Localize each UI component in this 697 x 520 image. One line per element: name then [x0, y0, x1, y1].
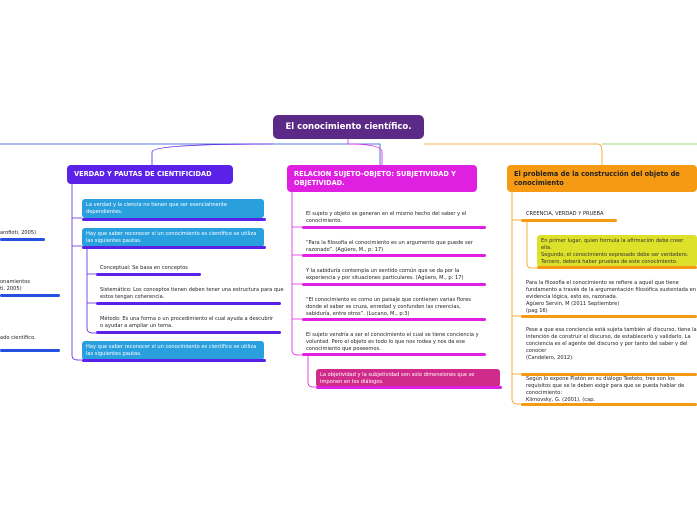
middle-item-1[interactable]: El sujeto y objeto se generan en el mismo hecho del saber y el conocimiento. — [306, 211, 467, 225]
pill-objetividad[interactable]: La objetividad y la subjetividad son solo dimensiones que se imponen en los diálogos. — [316, 369, 500, 387]
middle-item-2[interactable]: “Para la filosofía el conocimiento es un argumento que puede ser razonado”. (Agüero, M., p: 17) — [306, 240, 473, 254]
branch-verdad-pautas[interactable] — [67, 165, 233, 184]
middle-underline — [302, 254, 486, 257]
sub-underline — [96, 273, 201, 276]
pill-verdad-ciencia[interactable]: La verdad y la ciencia no tienen que ser esencialmente dependientes. — [82, 199, 264, 218]
root-topic[interactable] — [273, 115, 424, 139]
branch-problema-objeto[interactable] — [507, 165, 697, 192]
right-underline — [521, 403, 697, 406]
middle-underline — [302, 283, 486, 286]
pill-underline — [316, 386, 502, 389]
right-underline — [521, 315, 697, 318]
sub-metodo[interactable]: Método: Es una forma o un procedimiento el cual ayuda a descubrir o ayudar a ampliar un tema. — [100, 316, 274, 330]
pill-requisitos[interactable]: En primer lugar, quien formula la afirmación debe creer ella. Segundo, el conocimiento expresado debe ser verdadero. Tercero, deberá haber pruebas de este conocimiento. — [537, 235, 697, 267]
right-item-conciencia[interactable]: Pese a que esa conciencia está sujeta también al discurso, tiene la intención de construir el discurso, de establecerlo y validarlo. La conciencia es el agente del discurso y por tanto del saber y del conocer (Candelero, 2012). — [526, 327, 697, 362]
middle-item-4[interactable]: “El conocimiento es como un paisaje que contienen varias flores donde el saber se cruza, enredad y confunden las creencias, sabiduría, entre otros”. (Lucano, M., p:3) — [306, 297, 471, 318]
sub-underline — [96, 302, 281, 305]
branch-problema-objeto-label: El problema de la construcción del objeto de conocimiento — [514, 169, 680, 187]
far-left-text-4: ado científico. — [0, 335, 36, 341]
pill-underline — [82, 246, 266, 249]
pill-underline — [537, 266, 697, 269]
pill-underline — [82, 218, 266, 221]
root-topic-label: El conocimiento científico. — [285, 122, 412, 132]
right-item-filosofia[interactable]: Para la filosofía el conocimiento se refiere a aquél que tiene fundamento a través de la argumentación filosófica sustentada en evidencia lógica, esto es, razonada. Agüero Servin, M (2011 Septiembre) (pag 16) — [526, 280, 696, 315]
branch-sujeto-objeto[interactable] — [287, 165, 477, 192]
far-left-underline-3 — [0, 349, 60, 352]
far-left-underline-1 — [0, 238, 45, 241]
right-underline — [521, 219, 617, 222]
far-left-text-1: arofioti, 2005) — [0, 230, 37, 236]
far-left-text-3: ti, 2005) — [0, 286, 22, 292]
middle-item-3[interactable]: Y la sabiduría contempla un sentido común que se da por la experiencia y por situaciones particulares. (Agüero, M., p: 17) — [306, 268, 464, 282]
sub-conceptual[interactable]: Conceptual: Se basa en conceptos — [100, 265, 188, 271]
middle-item-5[interactable]: El sujeto vendría a ser el conocimiento el cual se tiene conciencia y voluntad. Pero el objeto es todo lo que nos rodea y nos da ese conocimiento que poseemos. — [306, 332, 479, 353]
right-item-platon[interactable]: Según lo expone Platón en su diálogo Teeteto, tres son los requisitos que se le deben exigir para que se pueda hablar de conocimiento: Klimovsky, G. (2001). (cap. — [526, 376, 685, 404]
middle-underline — [302, 226, 486, 229]
branch-sujeto-objeto-label: RELACION SUJETO-OBJETO: SUBJETIVIDAD Y OBJETIVIDAD. — [294, 169, 456, 187]
pill-pautas-1[interactable]: Hay que saber reconocer si un conocimiento es científico se utiliza las siguientes pautas. — [82, 228, 264, 247]
sub-underline — [96, 331, 281, 334]
middle-underline — [302, 318, 486, 321]
middle-underline — [302, 353, 486, 356]
pill-underline — [82, 359, 266, 362]
far-left-underline-2 — [0, 294, 60, 297]
pill-pautas-2[interactable]: Hay que saber reconocer si un conocimiento es científico se utiliza las siguientes pautas. — [82, 341, 264, 360]
far-left-text-2: onamientos — [0, 279, 30, 285]
branch-verdad-pautas-label: VERDAD Y PAUTAS DE CIENTIFICIDAD — [74, 170, 212, 179]
right-item-creencia[interactable]: CREENCIA, VERDAD Y PRUEBA — [526, 211, 604, 217]
sub-sistematico[interactable]: Sistemático: Los conceptos tienen deben tener una estructura para que estos tengan coherencia. — [100, 287, 284, 301]
